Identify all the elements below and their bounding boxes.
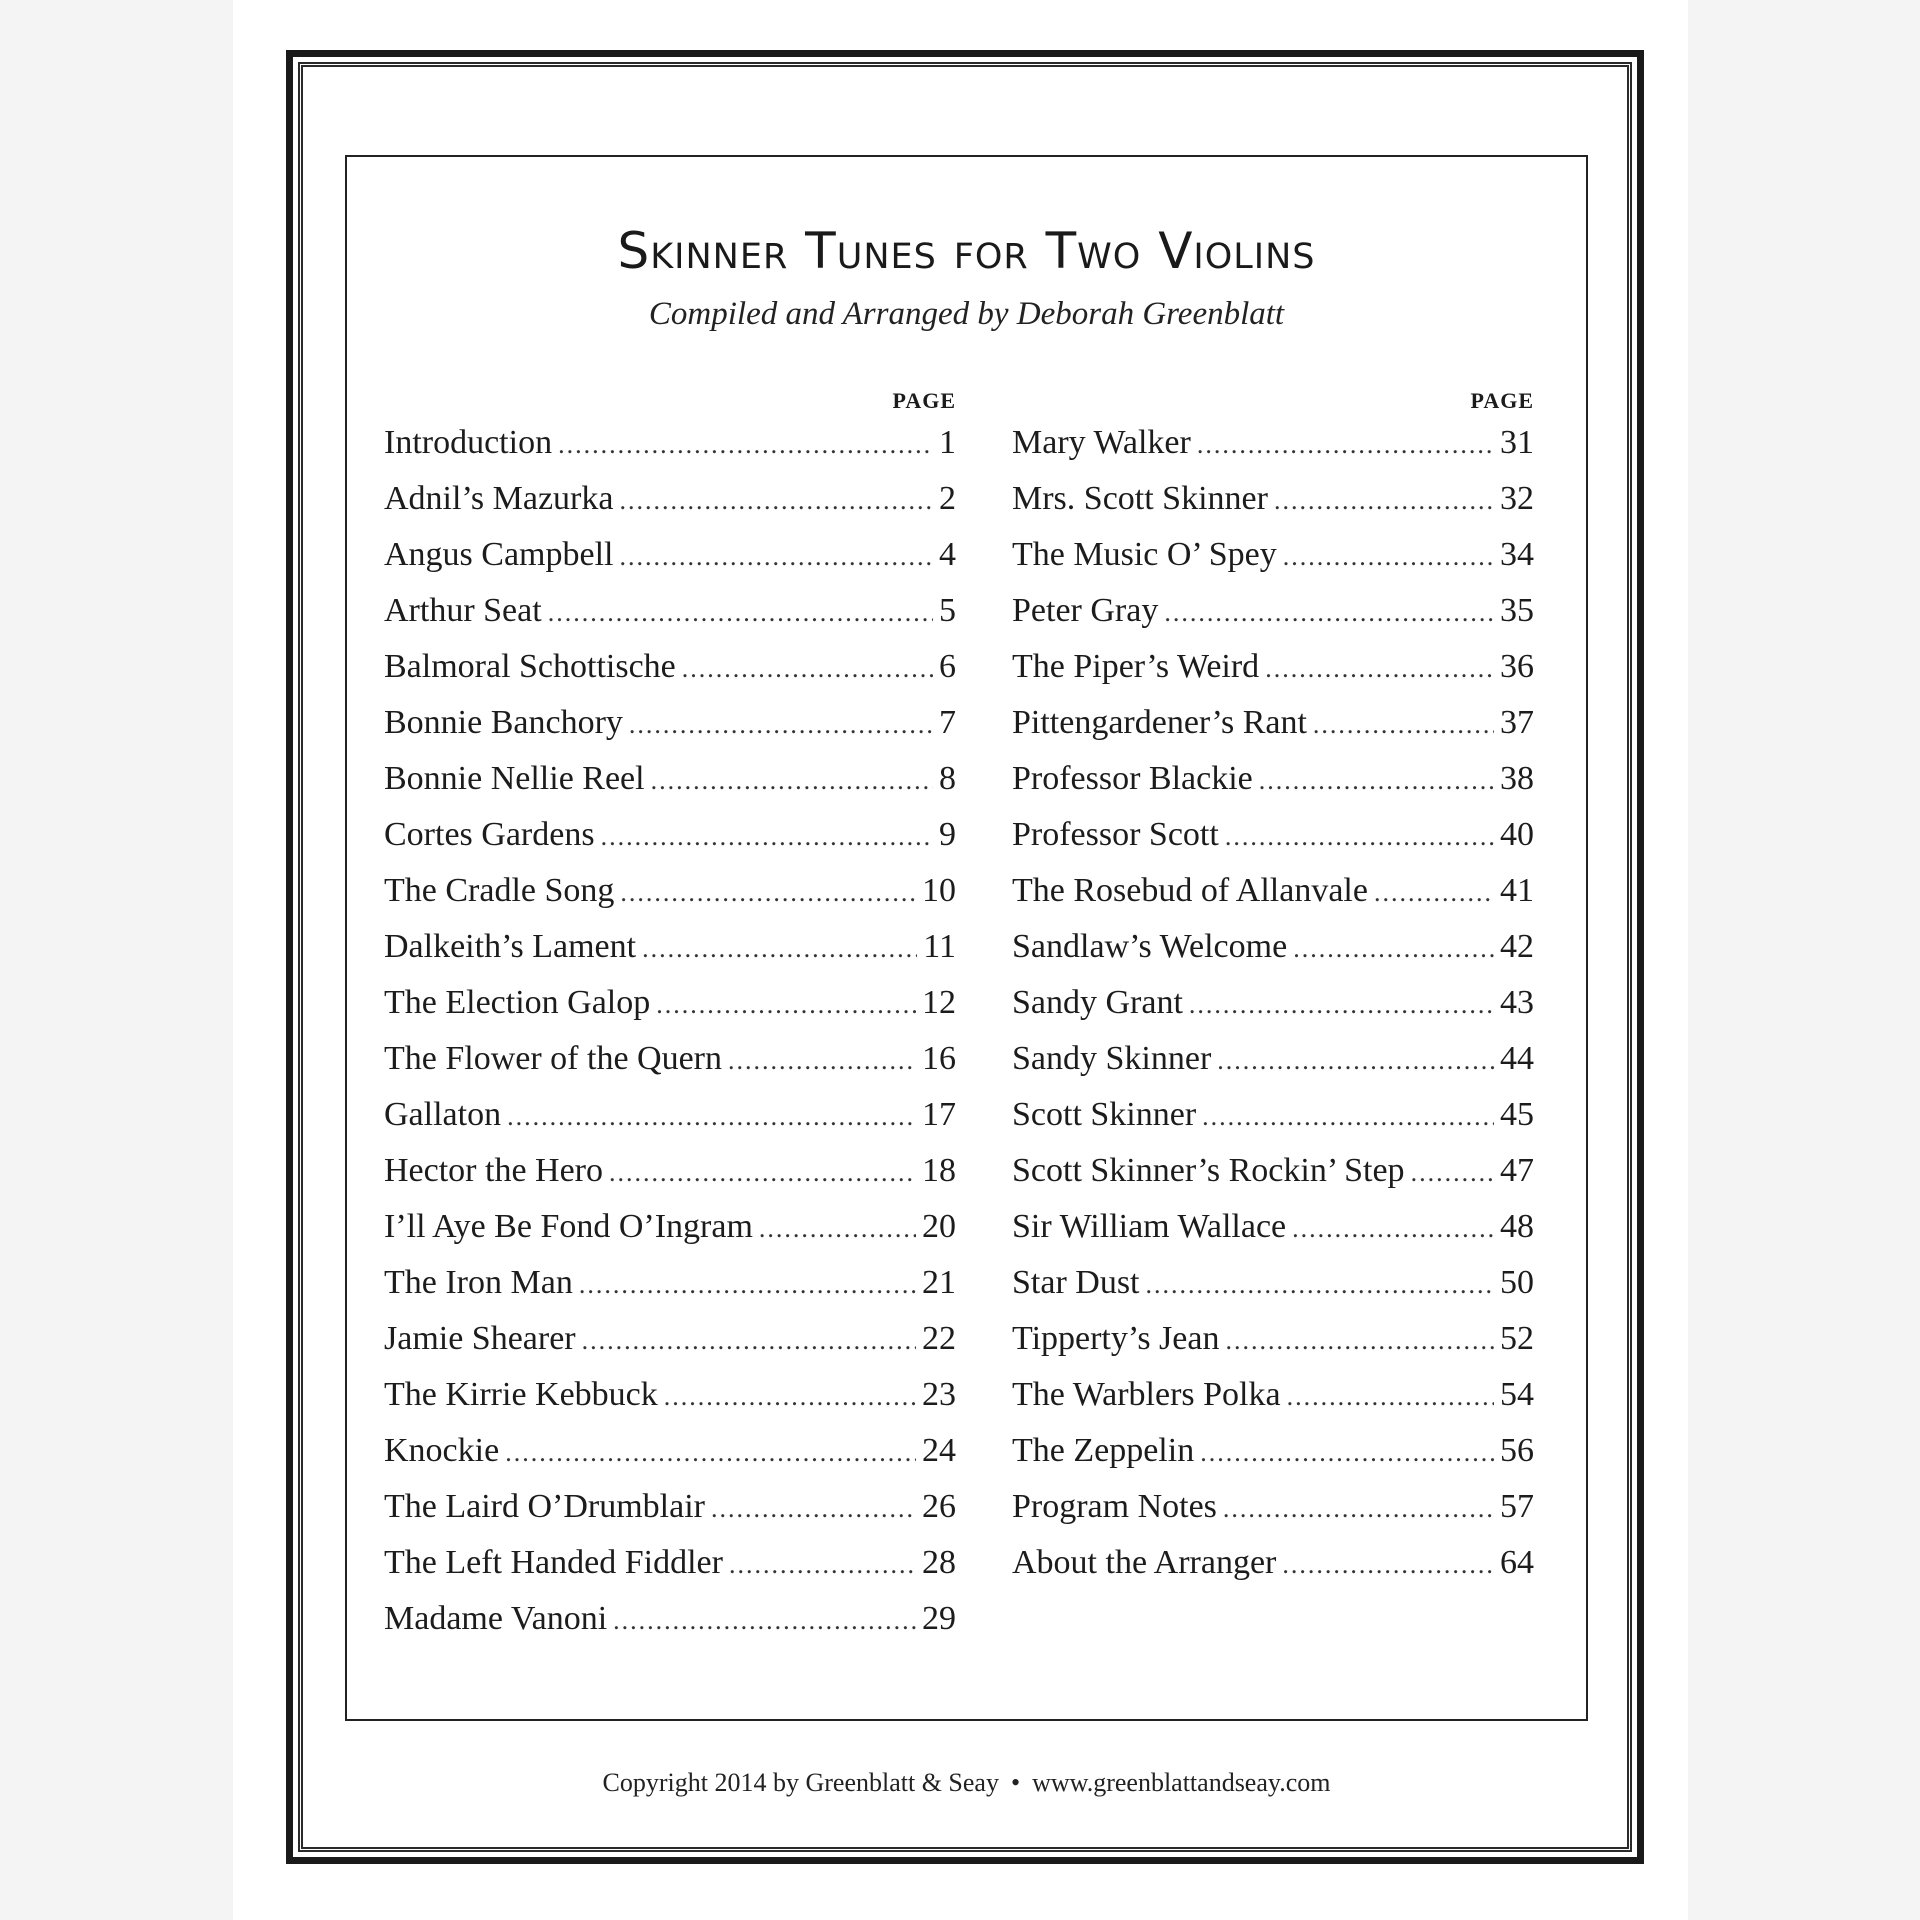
page-column-header: PAGE: [1470, 388, 1534, 413]
toc-entry-page: 24: [922, 1432, 956, 1469]
dot-leader: [558, 417, 933, 473]
toc-entry: [1012, 583, 1534, 639]
dot-leader: [664, 1369, 916, 1425]
toc-entry: [384, 1031, 956, 1087]
dot-leader: [1287, 1369, 1494, 1425]
toc-entry-title: Program Notes: [1012, 1488, 1217, 1525]
toc-entry-title: Madame Vanoni: [384, 1600, 608, 1637]
dot-leader: [619, 473, 933, 529]
toc-entry: [384, 1255, 956, 1311]
toc-entry-title: The Election Galop: [384, 984, 651, 1021]
dot-leader: [1292, 1201, 1494, 1257]
toc-entry-page: 56: [1500, 1432, 1534, 1469]
toc-entry-title: The Cradle Song: [384, 872, 615, 909]
dot-leader: [620, 865, 916, 921]
toc-entry: [384, 1367, 956, 1423]
toc-entry: [1012, 415, 1534, 471]
toc-entry-title: I’ll Aye Be Fond O’Ingram: [384, 1208, 753, 1245]
toc-entry-page: 48: [1500, 1208, 1534, 1245]
toc-entry-title: Balmoral Schottische: [384, 648, 676, 685]
dot-leader: [601, 809, 933, 865]
toc-entry-title: The Zeppelin: [1012, 1432, 1195, 1469]
toc-entry-page: 40: [1500, 816, 1534, 853]
page-column-header: PAGE: [892, 388, 956, 413]
toc-entry-title: Introduction: [384, 424, 553, 461]
toc-entry-page: 38: [1500, 760, 1534, 797]
toc-entry-page: 18: [922, 1152, 956, 1189]
toc-entry-title: Gallaton: [384, 1096, 502, 1133]
toc-entry: [1012, 919, 1534, 975]
toc-entry: [1012, 1535, 1534, 1591]
toc-entry-title: The Kirrie Kebbuck: [384, 1376, 658, 1413]
dot-leader: [1202, 1089, 1494, 1145]
dot-leader: [548, 585, 933, 641]
dot-leader: [651, 753, 933, 809]
website-link[interactable]: www.greenblattandseay.com: [1032, 1768, 1331, 1797]
toc-entry-page: 2: [939, 480, 956, 517]
toc-entry-page: 29: [922, 1600, 956, 1637]
toc-entry-page: 52: [1500, 1320, 1534, 1357]
toc-entry-page: 16: [922, 1040, 956, 1077]
toc-entry: [384, 1479, 956, 1535]
dot-leader: [1259, 753, 1494, 809]
toc-entry: [1012, 1087, 1534, 1143]
toc-entry: [384, 1199, 956, 1255]
copyright-line: [345, 1768, 1588, 1798]
toc-entry-title: Pittengardener’s Rant: [1012, 704, 1307, 741]
toc-entry-title: Peter Gray: [1012, 592, 1159, 629]
dot-leader: [1265, 641, 1494, 697]
toc-entry-page: 21: [922, 1264, 956, 1301]
toc-entry: [1012, 1255, 1534, 1311]
toc-entry-page: 32: [1500, 480, 1534, 517]
toc-entry: [1012, 1367, 1534, 1423]
toc-entry: [1012, 751, 1534, 807]
toc-entry-page: 6: [939, 648, 956, 685]
dot-leader: [613, 1593, 916, 1649]
toc-entry: [1012, 639, 1534, 695]
toc-list-right: [1012, 415, 1534, 1591]
toc-entry: [1012, 1311, 1534, 1367]
toc-entry: [1012, 807, 1534, 863]
dot-leader: [1225, 1313, 1494, 1369]
toc-entry-title: Sandlaw’s Welcome: [1012, 928, 1288, 965]
toc-entry-page: 4: [939, 536, 956, 573]
toc-entry: [384, 639, 956, 695]
toc-entry-title: Jamie Shearer: [384, 1320, 576, 1357]
toc-entry-page: 31: [1500, 424, 1534, 461]
dot-leader: [711, 1481, 916, 1537]
dot-leader: [682, 641, 933, 697]
toc-entry: [384, 1591, 956, 1647]
toc-entry-page: 12: [922, 984, 956, 1021]
toc-entry-title: Bonnie Banchory: [384, 704, 623, 741]
dot-leader: [1146, 1257, 1495, 1313]
toc-entry-title: Mary Walker: [1012, 424, 1191, 461]
toc-entry-page: 47: [1500, 1152, 1534, 1189]
dot-leader: [1282, 1537, 1494, 1593]
toc-column-right: [1012, 387, 1534, 1591]
dot-leader: [582, 1313, 916, 1369]
toc-entry-page: 36: [1500, 648, 1534, 685]
toc-entry: [384, 751, 956, 807]
toc-entry-title: The Piper’s Weird: [1012, 648, 1260, 685]
toc-list-left: [384, 415, 956, 1647]
toc-entry: [1012, 863, 1534, 919]
toc-entry: [384, 1311, 956, 1367]
toc-entry: [384, 919, 956, 975]
dot-leader: [1274, 473, 1494, 529]
toc-entry: [384, 1423, 956, 1479]
dot-leader: [1189, 977, 1494, 1033]
toc-entry-title: Arthur Seat: [384, 592, 542, 629]
toc-entry-page: 7: [939, 704, 956, 741]
toc-entry: [1012, 527, 1534, 583]
toc-entry-page: 35: [1500, 592, 1534, 629]
toc-entry-page: 23: [922, 1376, 956, 1413]
toc-entry: [1012, 1479, 1534, 1535]
page-subtitle: Compiled and Arranged by Deborah Greenblatt: [648, 296, 1285, 332]
dot-leader: [1200, 1425, 1494, 1481]
toc-entry-title: The Rosebud of Allanvale: [1012, 872, 1368, 909]
toc-entry: [1012, 695, 1534, 751]
dot-leader: [1283, 529, 1494, 585]
dot-leader: [1225, 809, 1494, 865]
toc-entry: [1012, 471, 1534, 527]
toc-entry-title: The Warblers Polka: [1012, 1376, 1281, 1413]
dot-leader: [505, 1425, 916, 1481]
toc-entry: [1012, 1143, 1534, 1199]
toc-entry: [1012, 975, 1534, 1031]
toc-entry-title: Scott Skinner’s Rockin’ Step: [1012, 1152, 1405, 1189]
toc-entry: [384, 527, 956, 583]
dot-leader: [579, 1257, 916, 1313]
toc-entry-page: 26: [922, 1488, 956, 1525]
toc-entry-page: 54: [1500, 1376, 1534, 1413]
dot-leader: [1223, 1481, 1494, 1537]
toc-entry-title: The Music O’ Spey: [1012, 536, 1277, 573]
toc-entry-title: Professor Scott: [1012, 816, 1219, 853]
toc-entry-page: 20: [922, 1208, 956, 1245]
toc-entry: [384, 863, 956, 919]
dot-leader: [729, 1537, 916, 1593]
toc-entry-title: Professor Blackie: [1012, 760, 1253, 797]
toc-entry: [384, 1535, 956, 1591]
dot-leader: [656, 977, 916, 1033]
toc-entry-title: The Iron Man: [384, 1264, 573, 1301]
toc-entry: [384, 415, 956, 471]
dot-leader: [642, 921, 917, 977]
toc-entry-page: 34: [1500, 536, 1534, 573]
dot-leader: [1293, 921, 1494, 977]
toc-entry-page: 8: [939, 760, 956, 797]
dot-leader: [629, 697, 933, 753]
toc-entry: [384, 1143, 956, 1199]
dot-leader: [1313, 697, 1494, 753]
toc-entry-page: 22: [922, 1320, 956, 1357]
toc-entry-page: 10: [922, 872, 956, 909]
toc-entry-title: Hector the Hero: [384, 1152, 604, 1189]
toc-entry-title: The Flower of the Quern: [384, 1040, 723, 1077]
toc-entry-page: 64: [1500, 1544, 1534, 1581]
dot-leader: [1411, 1145, 1494, 1201]
toc-entry-title: About the Arranger: [1012, 1544, 1277, 1581]
toc-entry-title: Dalkeith’s Lament: [384, 928, 637, 965]
toc-entry-page: 28: [922, 1544, 956, 1581]
toc-entry-page: 1: [939, 424, 956, 461]
toc-entry: [384, 695, 956, 751]
dot-leader: [619, 529, 933, 585]
toc-entry: [1012, 1199, 1534, 1255]
toc-entry-page: 17: [922, 1096, 956, 1133]
toc-entry-title: The Left Handed Fiddler: [384, 1544, 723, 1581]
toc-entry: [1012, 1423, 1534, 1479]
dot-leader: [507, 1089, 916, 1145]
toc-entry-title: Sir William Wallace: [1012, 1208, 1287, 1245]
toc-entry-page: 50: [1500, 1264, 1534, 1301]
toc-entry-title: Cortes Gardens: [384, 816, 595, 853]
page-title: Skinner Tunes for Two Violins: [617, 222, 1316, 280]
toc-entry: [384, 471, 956, 527]
toc-entry: [1012, 1031, 1534, 1087]
toc-entry-title: The Laird O’Drumblair: [384, 1488, 705, 1525]
toc-entry-title: Angus Campbell: [384, 536, 614, 573]
toc-entry-title: Star Dust: [1012, 1264, 1140, 1301]
dot-leader: [1164, 585, 1494, 641]
toc-entry-title: Sandy Grant: [1012, 984, 1183, 1021]
toc-entry: [384, 975, 956, 1031]
toc-entry-page: 41: [1500, 872, 1534, 909]
toc-entry-page: 42: [1500, 928, 1534, 965]
toc-entry-page: 45: [1500, 1096, 1534, 1133]
copyright-text: Copyright 2014 by Greenblatt & Seay: [602, 1768, 999, 1797]
bullet-separator: •: [1010, 1768, 1021, 1797]
toc-entry: [384, 1087, 956, 1143]
toc-entry-page: 9: [939, 816, 956, 853]
toc-entry-page: 43: [1500, 984, 1534, 1021]
toc-entry-page: 37: [1500, 704, 1534, 741]
dot-leader: [609, 1145, 916, 1201]
toc-entry-page: 44: [1500, 1040, 1534, 1077]
toc-entry-title: Knockie: [384, 1432, 500, 1469]
toc-entry-title: Adnil’s Mazurka: [384, 480, 614, 517]
dot-leader: [1217, 1033, 1494, 1089]
toc-entry: [384, 583, 956, 639]
dot-leader: [1374, 865, 1494, 921]
toc-column-left: [384, 387, 956, 1647]
toc-entry-title: Mrs. Scott Skinner: [1012, 480, 1268, 517]
toc-entry-title: Bonnie Nellie Reel: [384, 760, 645, 797]
toc-entry-page: 5: [939, 592, 956, 629]
toc-entry-title: Tipperty’s Jean: [1012, 1320, 1220, 1357]
dot-leader: [759, 1201, 916, 1257]
toc-entry-page: 11: [923, 928, 956, 965]
dot-leader: [728, 1033, 916, 1089]
toc-entry-page: 57: [1500, 1488, 1534, 1525]
toc-entry-title: Scott Skinner: [1012, 1096, 1197, 1133]
toc-entry: [384, 807, 956, 863]
toc-entry-title: Sandy Skinner: [1012, 1040, 1212, 1077]
dot-leader: [1197, 417, 1494, 473]
